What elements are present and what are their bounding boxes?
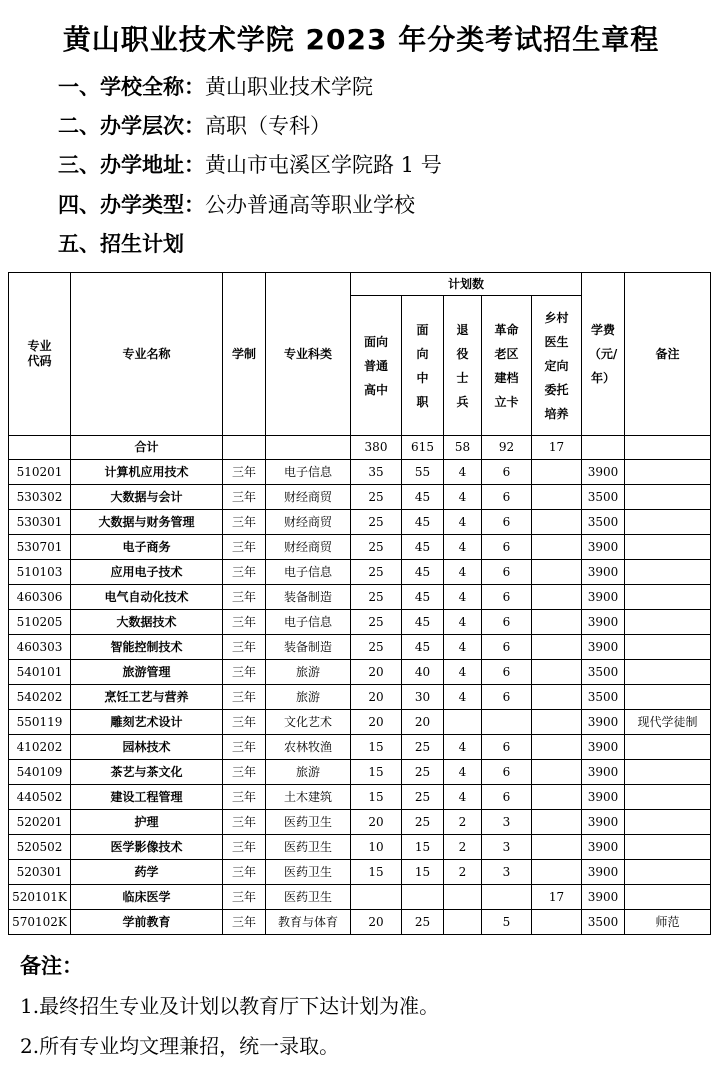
cell-name: 护理 [71, 810, 223, 835]
cell-code: 520502 [9, 835, 71, 860]
cell-remark [625, 660, 711, 685]
cell-category: 农林牧渔 [266, 735, 351, 760]
cell-years: 三年 [223, 585, 266, 610]
cell-years: 三年 [223, 485, 266, 510]
cell-years: 三年 [223, 785, 266, 810]
cell-p4: 6 [482, 510, 532, 535]
table-row [9, 685, 711, 710]
cell-years: 三年 [223, 535, 266, 560]
cell-remark [625, 685, 711, 710]
cell-p4: 6 [482, 685, 532, 710]
info-type [58, 191, 415, 219]
cell-remark [625, 835, 711, 860]
cell-code: 460306 [9, 585, 71, 610]
info-label: 五、招生计划 [58, 232, 184, 256]
info-value: 黄山市屯溪区学院路 1 号 [205, 153, 442, 177]
cell-name: 应用电子技术 [71, 560, 223, 585]
cell-p5 [532, 485, 582, 510]
cell-p1: 20 [351, 685, 402, 710]
cell-code: 550119 [9, 710, 71, 735]
cell-code: 530701 [9, 535, 71, 560]
cell-remark [625, 560, 711, 585]
cell-name: 园林技术 [71, 735, 223, 760]
cell-p4: 6 [482, 485, 532, 510]
cell-p5 [532, 460, 582, 485]
note-item: 2.所有专业均文理兼招，统一录取。 [20, 1034, 340, 1058]
header-years: 学制 [223, 273, 266, 436]
cell-p2: 55 [402, 460, 444, 485]
cell-p3: 4 [444, 660, 482, 685]
cell-fee: 3900 [582, 860, 625, 885]
table-row [9, 785, 711, 810]
cell-p3: 2 [444, 810, 482, 835]
cell-remark: 师范 [625, 910, 711, 935]
cell-p5 [532, 710, 582, 735]
cell-category: 财经商贸 [266, 510, 351, 535]
cell-p4: 6 [482, 760, 532, 785]
cell-remark [625, 635, 711, 660]
info-school-name [58, 73, 373, 101]
cell-p3: 4 [444, 635, 482, 660]
cell-p2 [402, 885, 444, 910]
cell-years: 三年 [223, 710, 266, 735]
cell-code: 540202 [9, 685, 71, 710]
cell-code: 410202 [9, 735, 71, 760]
cell-category: 医药卫生 [266, 810, 351, 835]
cell-name: 建设工程管理 [71, 785, 223, 810]
cell-p3: 4 [444, 510, 482, 535]
header-name: 专业名称 [71, 273, 223, 436]
cell-p2: 25 [402, 760, 444, 785]
cell-code: 520201 [9, 810, 71, 835]
cell-remark [625, 460, 711, 485]
cell-name: 雕刻艺术设计 [71, 710, 223, 735]
cell-code: 440502 [9, 785, 71, 810]
cell-p5 [532, 910, 582, 935]
table-row [9, 810, 711, 835]
cell-name: 计算机应用技术 [71, 460, 223, 485]
cell-p1: 25 [351, 510, 402, 535]
cell-p2: 45 [402, 610, 444, 635]
cell-fee: 3900 [582, 635, 625, 660]
cell-p2: 45 [402, 560, 444, 585]
cell-p3: 4 [444, 460, 482, 485]
cell-code: 570102K [9, 910, 71, 935]
cell-code: 510201 [9, 460, 71, 485]
cell-p5 [532, 510, 582, 535]
cell-p1: 25 [351, 585, 402, 610]
info-value: 公办普通高等职业学校 [205, 193, 415, 217]
cell-remark [625, 810, 711, 835]
cell-category: 电子信息 [266, 610, 351, 635]
cell-fee: 3500 [582, 685, 625, 710]
cell-remark: 现代学徒制 [625, 710, 711, 735]
cell-remark [625, 885, 711, 910]
cell-p2: 15 [402, 835, 444, 860]
cell-remark [625, 785, 711, 810]
total-code-cell [9, 436, 71, 460]
cell-fee: 3900 [582, 560, 625, 585]
header-plan-group: 计划数 [351, 273, 582, 296]
cell-name: 临床医学 [71, 885, 223, 910]
cell-category: 旅游 [266, 685, 351, 710]
cell-years: 三年 [223, 810, 266, 835]
cell-remark [625, 585, 711, 610]
cell-p3: 4 [444, 585, 482, 610]
cell-name: 大数据与财务管理 [71, 510, 223, 535]
cell-p4: 3 [482, 860, 532, 885]
cell-name: 大数据与会计 [71, 485, 223, 510]
cell-p5 [532, 810, 582, 835]
cell-p4: 6 [482, 735, 532, 760]
cell-p2: 25 [402, 910, 444, 935]
cell-p1: 25 [351, 535, 402, 560]
table-row [9, 535, 711, 560]
cell-name: 旅游管理 [71, 660, 223, 685]
cell-p4 [482, 710, 532, 735]
cell-p4: 6 [482, 610, 532, 635]
header-code: 专业代码 [9, 273, 71, 436]
cell-p1: 25 [351, 610, 402, 635]
table-row [9, 860, 711, 885]
cell-fee: 3900 [582, 735, 625, 760]
cell-remark [625, 735, 711, 760]
cell-p2: 45 [402, 635, 444, 660]
cell-p2: 45 [402, 585, 444, 610]
cell-fee: 3900 [582, 460, 625, 485]
cell-fee: 3500 [582, 660, 625, 685]
total-empty-cell [582, 436, 625, 460]
cell-years: 三年 [223, 610, 266, 635]
cell-fee: 3900 [582, 535, 625, 560]
cell-p1: 15 [351, 860, 402, 885]
total-value: 92 [482, 436, 532, 460]
cell-p1: 25 [351, 560, 402, 585]
cell-p3: 4 [444, 760, 482, 785]
note-item: 1.最终招生专业及计划以教育厅下达计划为准。 [20, 994, 440, 1018]
page-title: 黄山职业技术学院 2023 年分类考试招生章程 [62, 23, 660, 56]
cell-p3 [444, 710, 482, 735]
table-row [9, 835, 711, 860]
cell-fee: 3500 [582, 910, 625, 935]
cell-code: 530301 [9, 510, 71, 535]
cell-years: 三年 [223, 685, 266, 710]
cell-p2: 25 [402, 810, 444, 835]
cell-p5 [532, 585, 582, 610]
cell-p1: 15 [351, 785, 402, 810]
cell-p3: 4 [444, 535, 482, 560]
info-label: 三、办学地址： [58, 153, 205, 177]
cell-category: 教育与体育 [266, 910, 351, 935]
cell-category: 装备制造 [266, 635, 351, 660]
cell-category: 医药卫生 [266, 885, 351, 910]
cell-years: 三年 [223, 885, 266, 910]
header-fee: 学费（元/年） [582, 273, 625, 436]
cell-p2: 15 [402, 860, 444, 885]
table-row [9, 585, 711, 610]
header-plan-col: 革命老区建档立卡 [482, 296, 532, 436]
cell-category: 土木建筑 [266, 785, 351, 810]
cell-p4 [482, 885, 532, 910]
cell-p3: 2 [444, 860, 482, 885]
cell-p3: 4 [444, 560, 482, 585]
cell-p5 [532, 760, 582, 785]
cell-years: 三年 [223, 910, 266, 935]
table-row [9, 485, 711, 510]
cell-p5 [532, 860, 582, 885]
cell-p3: 4 [444, 685, 482, 710]
cell-remark [625, 760, 711, 785]
header-category: 专业科类 [266, 273, 351, 436]
cell-p2: 45 [402, 535, 444, 560]
cell-category: 旅游 [266, 760, 351, 785]
cell-name: 茶艺与茶文化 [71, 760, 223, 785]
cell-p2: 40 [402, 660, 444, 685]
table-row [9, 910, 711, 935]
cell-p4: 5 [482, 910, 532, 935]
cell-p1: 10 [351, 835, 402, 860]
cell-p1: 35 [351, 460, 402, 485]
cell-name: 大数据技术 [71, 610, 223, 635]
cell-category: 财经商贸 [266, 535, 351, 560]
cell-remark [625, 860, 711, 885]
cell-years: 三年 [223, 835, 266, 860]
cell-p1: 15 [351, 760, 402, 785]
cell-fee: 3500 [582, 485, 625, 510]
cell-code: 530302 [9, 485, 71, 510]
cell-p4: 6 [482, 635, 532, 660]
cell-fee: 3900 [582, 810, 625, 835]
cell-p1: 20 [351, 710, 402, 735]
cell-p4: 3 [482, 835, 532, 860]
cell-p2: 45 [402, 485, 444, 510]
cell-p1: 20 [351, 810, 402, 835]
cell-p3: 4 [444, 610, 482, 635]
cell-p2: 25 [402, 735, 444, 760]
header-remark: 备注 [625, 273, 711, 436]
table-row [9, 885, 711, 910]
cell-category: 文化艺术 [266, 710, 351, 735]
total-empty-cell [223, 436, 266, 460]
cell-remark [625, 485, 711, 510]
cell-code: 510205 [9, 610, 71, 635]
cell-name: 智能控制技术 [71, 635, 223, 660]
cell-years: 三年 [223, 660, 266, 685]
cell-fee: 3900 [582, 885, 625, 910]
cell-p3: 4 [444, 735, 482, 760]
notes-title: 备注： [20, 954, 83, 978]
cell-p2: 25 [402, 785, 444, 810]
cell-code: 460303 [9, 635, 71, 660]
cell-category: 装备制造 [266, 585, 351, 610]
cell-years: 三年 [223, 735, 266, 760]
table-row [9, 710, 711, 735]
info-address [58, 151, 442, 179]
cell-fee: 3900 [582, 835, 625, 860]
cell-p4: 6 [482, 535, 532, 560]
cell-years: 三年 [223, 460, 266, 485]
cell-code: 540109 [9, 760, 71, 785]
cell-category: 旅游 [266, 660, 351, 685]
cell-remark [625, 510, 711, 535]
table-row [9, 560, 711, 585]
cell-p5 [532, 660, 582, 685]
cell-p3: 2 [444, 835, 482, 860]
cell-fee: 3500 [582, 510, 625, 535]
cell-p1: 15 [351, 735, 402, 760]
table-row [9, 735, 711, 760]
cell-p3 [444, 885, 482, 910]
enrollment-plan-table [8, 272, 711, 935]
cell-code: 510103 [9, 560, 71, 585]
table-row [9, 460, 711, 485]
info-label: 四、办学类型： [58, 193, 205, 217]
cell-p5 [532, 685, 582, 710]
cell-p2: 45 [402, 510, 444, 535]
total-value: 17 [532, 436, 582, 460]
cell-category: 电子信息 [266, 460, 351, 485]
cell-name: 电气自动化技术 [71, 585, 223, 610]
cell-p5 [532, 560, 582, 585]
cell-p4: 6 [482, 560, 532, 585]
cell-p1: 25 [351, 485, 402, 510]
total-value: 380 [351, 436, 402, 460]
cell-fee: 3900 [582, 585, 625, 610]
cell-category: 电子信息 [266, 560, 351, 585]
cell-name: 烹饪工艺与营养 [71, 685, 223, 710]
cell-p5 [532, 835, 582, 860]
total-empty-cell [625, 436, 711, 460]
cell-years: 三年 [223, 510, 266, 535]
table-row [9, 635, 711, 660]
cell-p3: 4 [444, 485, 482, 510]
cell-category: 财经商贸 [266, 485, 351, 510]
cell-fee: 3900 [582, 710, 625, 735]
cell-p1: 20 [351, 660, 402, 685]
info-label: 一、学校全称： [58, 75, 205, 99]
cell-p5: 17 [532, 885, 582, 910]
table-row [9, 510, 711, 535]
cell-p5 [532, 735, 582, 760]
total-label: 合计 [71, 436, 223, 460]
cell-name: 药学 [71, 860, 223, 885]
cell-remark [625, 535, 711, 560]
cell-name: 学前教育 [71, 910, 223, 935]
cell-p3 [444, 910, 482, 935]
table-row [9, 610, 711, 635]
cell-p5 [532, 635, 582, 660]
total-value: 58 [444, 436, 482, 460]
total-row [9, 436, 711, 460]
header-plan-col: 退役士兵 [444, 296, 482, 436]
info-label: 二、办学层次： [58, 114, 205, 138]
table-row [9, 660, 711, 685]
cell-p1 [351, 885, 402, 910]
info-value: 高职（专科） [205, 114, 331, 138]
cell-p5 [532, 610, 582, 635]
cell-years: 三年 [223, 860, 266, 885]
cell-years: 三年 [223, 760, 266, 785]
cell-category: 医药卫生 [266, 835, 351, 860]
cell-p5 [532, 535, 582, 560]
cell-p2: 20 [402, 710, 444, 735]
cell-p4: 6 [482, 460, 532, 485]
cell-years: 三年 [223, 560, 266, 585]
cell-name: 电子商务 [71, 535, 223, 560]
cell-category: 医药卫生 [266, 860, 351, 885]
info-plan-heading [58, 230, 184, 258]
total-value: 615 [402, 436, 444, 460]
cell-p2: 30 [402, 685, 444, 710]
cell-p4: 6 [482, 660, 532, 685]
cell-p5 [532, 785, 582, 810]
cell-fee: 3900 [582, 610, 625, 635]
cell-p4: 6 [482, 585, 532, 610]
cell-years: 三年 [223, 635, 266, 660]
cell-p3: 4 [444, 785, 482, 810]
cell-code: 540101 [9, 660, 71, 685]
total-empty-cell [266, 436, 351, 460]
info-value: 黄山职业技术学院 [205, 75, 373, 99]
table-row [9, 760, 711, 785]
header-plan-col: 面向普通高中 [351, 296, 402, 436]
header-plan-col: 乡村医生定向委托培养 [532, 296, 582, 436]
cell-code: 520301 [9, 860, 71, 885]
cell-fee: 3900 [582, 785, 625, 810]
cell-name: 医学影像技术 [71, 835, 223, 860]
cell-p4: 6 [482, 785, 532, 810]
cell-p1: 20 [351, 910, 402, 935]
cell-code: 520101K [9, 885, 71, 910]
cell-fee: 3900 [582, 760, 625, 785]
header-plan-col: 面向中职 [402, 296, 444, 436]
cell-remark [625, 610, 711, 635]
cell-p4: 3 [482, 810, 532, 835]
cell-p1: 25 [351, 635, 402, 660]
info-level [58, 112, 331, 140]
